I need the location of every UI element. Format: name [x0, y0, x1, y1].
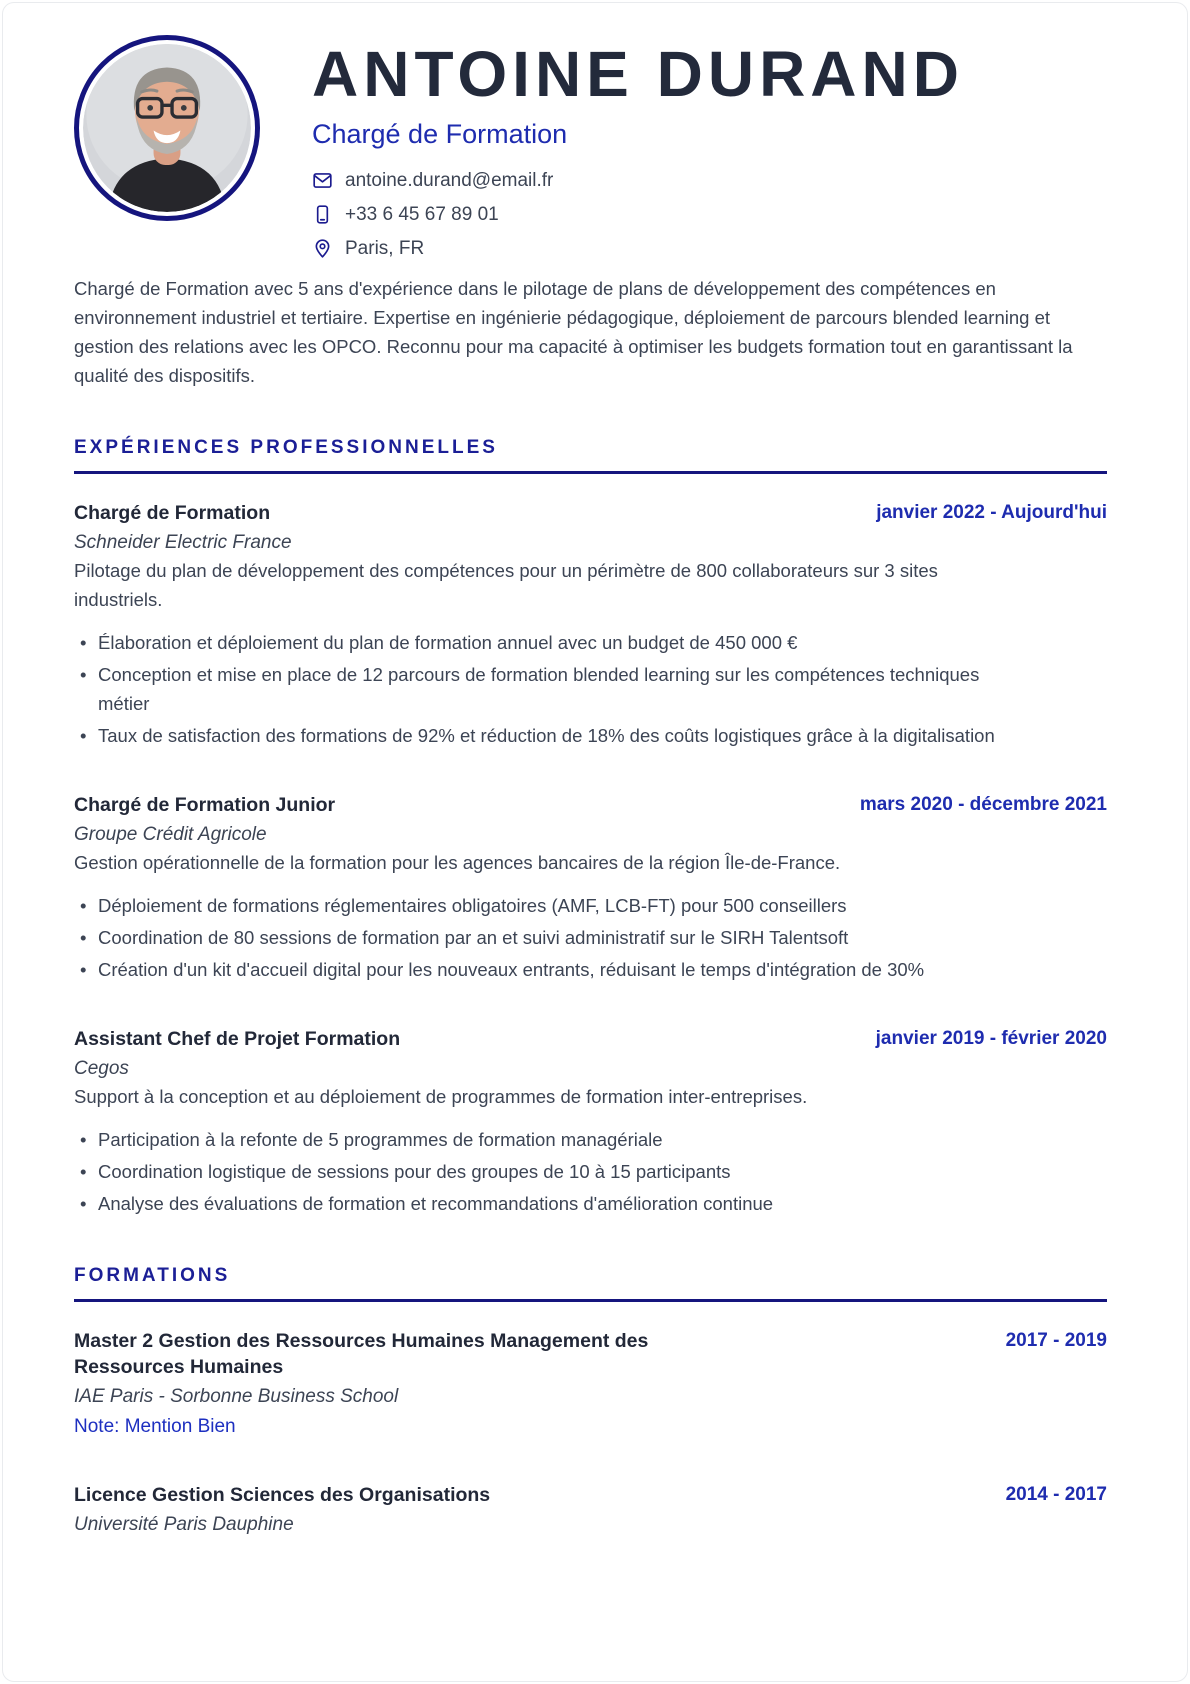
- location-icon: [312, 238, 333, 259]
- entry-head: [74, 1328, 1107, 1380]
- degree-dates: 2014 - 2017: [1005, 1483, 1107, 1505]
- job-company: Schneider Electric France: [74, 531, 292, 553]
- contact-list: [312, 170, 1107, 260]
- job-bullet: • Coordination de 80 sessions de formation par an et suivi administratif sur le SIRH Talentsoft: [74, 923, 1004, 952]
- section-education: [74, 1264, 1107, 1538]
- job-bullet: • Déploiement de formations réglementaires obligatoires (AMF, LCB-FT) pour 500 conseillers: [74, 891, 1004, 920]
- degree-dates: 2017 - 2019: [1005, 1329, 1107, 1351]
- job-bullet: • Analyse des évaluations de formation et recommandations d'amélioration continue: [74, 1189, 1004, 1218]
- job-dates: janvier 2022 - Aujourd'hui: [876, 501, 1107, 523]
- experience-entry: [74, 500, 1107, 750]
- job-bullet: • Taux de satisfaction des formations de 92% et réduction de 18% des coûts logistiques grâce à la digitalisation: [74, 721, 1004, 750]
- education-entry: [74, 1482, 1107, 1538]
- degree-title: Master 2 Gestion des Ressources Humaines Management des Ressources Humaines: [74, 1329, 649, 1378]
- job-bullet: • Participation à la refonte de 5 programmes de formation managériale: [74, 1125, 1004, 1154]
- job-title: Chargé de Formation: [74, 501, 271, 524]
- contact-email-value: antoine.durand@email.fr: [345, 169, 554, 191]
- contact-email-row: [312, 170, 1107, 192]
- entry-head: [74, 792, 1107, 818]
- contact-phone-value: +33 6 45 67 89 01: [345, 203, 499, 225]
- phone-icon: [312, 204, 333, 225]
- resume-page: [2, 2, 1188, 1682]
- experience-heading: EXPÉRIENCES PROFESSIONNELLES: [74, 436, 498, 458]
- experience-entry: [74, 1026, 1107, 1218]
- job-bullet-list: [74, 1125, 1004, 1218]
- job-description: Pilotage du plan de développement des compétences pour un périmètre de 800 collaborateurs sur 3 sites industriels.: [74, 559, 938, 610]
- job-bullet: • Coordination logistique de sessions pour des groupes de 10 à 15 participants: [74, 1157, 1004, 1186]
- school-name: IAE Paris - Sorbonne Business School: [74, 1385, 399, 1407]
- section-experience: [74, 436, 1107, 1218]
- school-name: Université Paris Dauphine: [74, 1513, 294, 1535]
- degree-title: Licence Gestion Sciences des Organisations: [74, 1483, 491, 1506]
- job-dates: mars 2020 - décembre 2021: [859, 793, 1107, 815]
- entry-head: [74, 1026, 1107, 1052]
- experience-divider: [74, 471, 1107, 474]
- job-bullet: • Création d'un kit d'accueil digital pour les nouveaux entrants, réduisant le temps d'intégration de 30%: [74, 955, 1004, 984]
- entry-head: [74, 1482, 1107, 1508]
- job-bullet-list: [74, 628, 1004, 750]
- education-heading: FORMATIONS: [74, 1264, 231, 1286]
- entry-head: [74, 500, 1107, 526]
- job-title: Chargé de Formation Junior: [74, 793, 336, 816]
- candidate-job-title: Chargé de Formation: [312, 118, 568, 149]
- contact-location-row: [312, 238, 1107, 260]
- experience-entry: [74, 792, 1107, 984]
- header-main: [312, 35, 1107, 260]
- job-description: Support à la conception et au déploiement de programmes de formation inter-entreprises.: [74, 1085, 808, 1107]
- profile-photo: [74, 35, 260, 221]
- resume-header: [74, 35, 1107, 260]
- job-bullet-list: [74, 891, 1004, 984]
- job-title: Assistant Chef de Projet Formation: [74, 1027, 401, 1050]
- job-company: Cegos: [74, 1057, 129, 1079]
- job-bullet: • Conception et mise en place de 12 parcours de formation blended learning sur les compétences techniques métier: [74, 660, 1004, 718]
- education-divider: [74, 1299, 1107, 1302]
- job-company: Groupe Crédit Agricole: [74, 823, 267, 845]
- contact-location-value: Paris, FR: [345, 237, 425, 259]
- degree-note: Note: Mention Bien: [74, 1415, 236, 1437]
- contact-phone-row: [312, 204, 1107, 226]
- job-description: Gestion opérationnelle de la formation pour les agences bancaires de la région Île-de-France.: [74, 851, 841, 873]
- profile-summary: Chargé de Formation avec 5 ans d'expérience dans le pilotage de plans de développement des compétences en environnement industriel et tertiaire. Expertise en ingénierie pédagogique, déploiement de parcours blended learning et gestion des relations avec les OPCO. Reconnu pour ma capacité à optimiser les budgets formation tout en garantissant la qualité des dispositifs.: [74, 277, 1073, 386]
- job-bullet: • Élaboration et déploiement du plan de formation annuel avec un budget de 450 000 €: [74, 628, 1004, 657]
- candidate-name: ANTOINE DURAND: [312, 38, 964, 110]
- education-entry: [74, 1328, 1107, 1440]
- job-dates: janvier 2019 - février 2020: [875, 1027, 1107, 1049]
- email-icon: [312, 170, 333, 191]
